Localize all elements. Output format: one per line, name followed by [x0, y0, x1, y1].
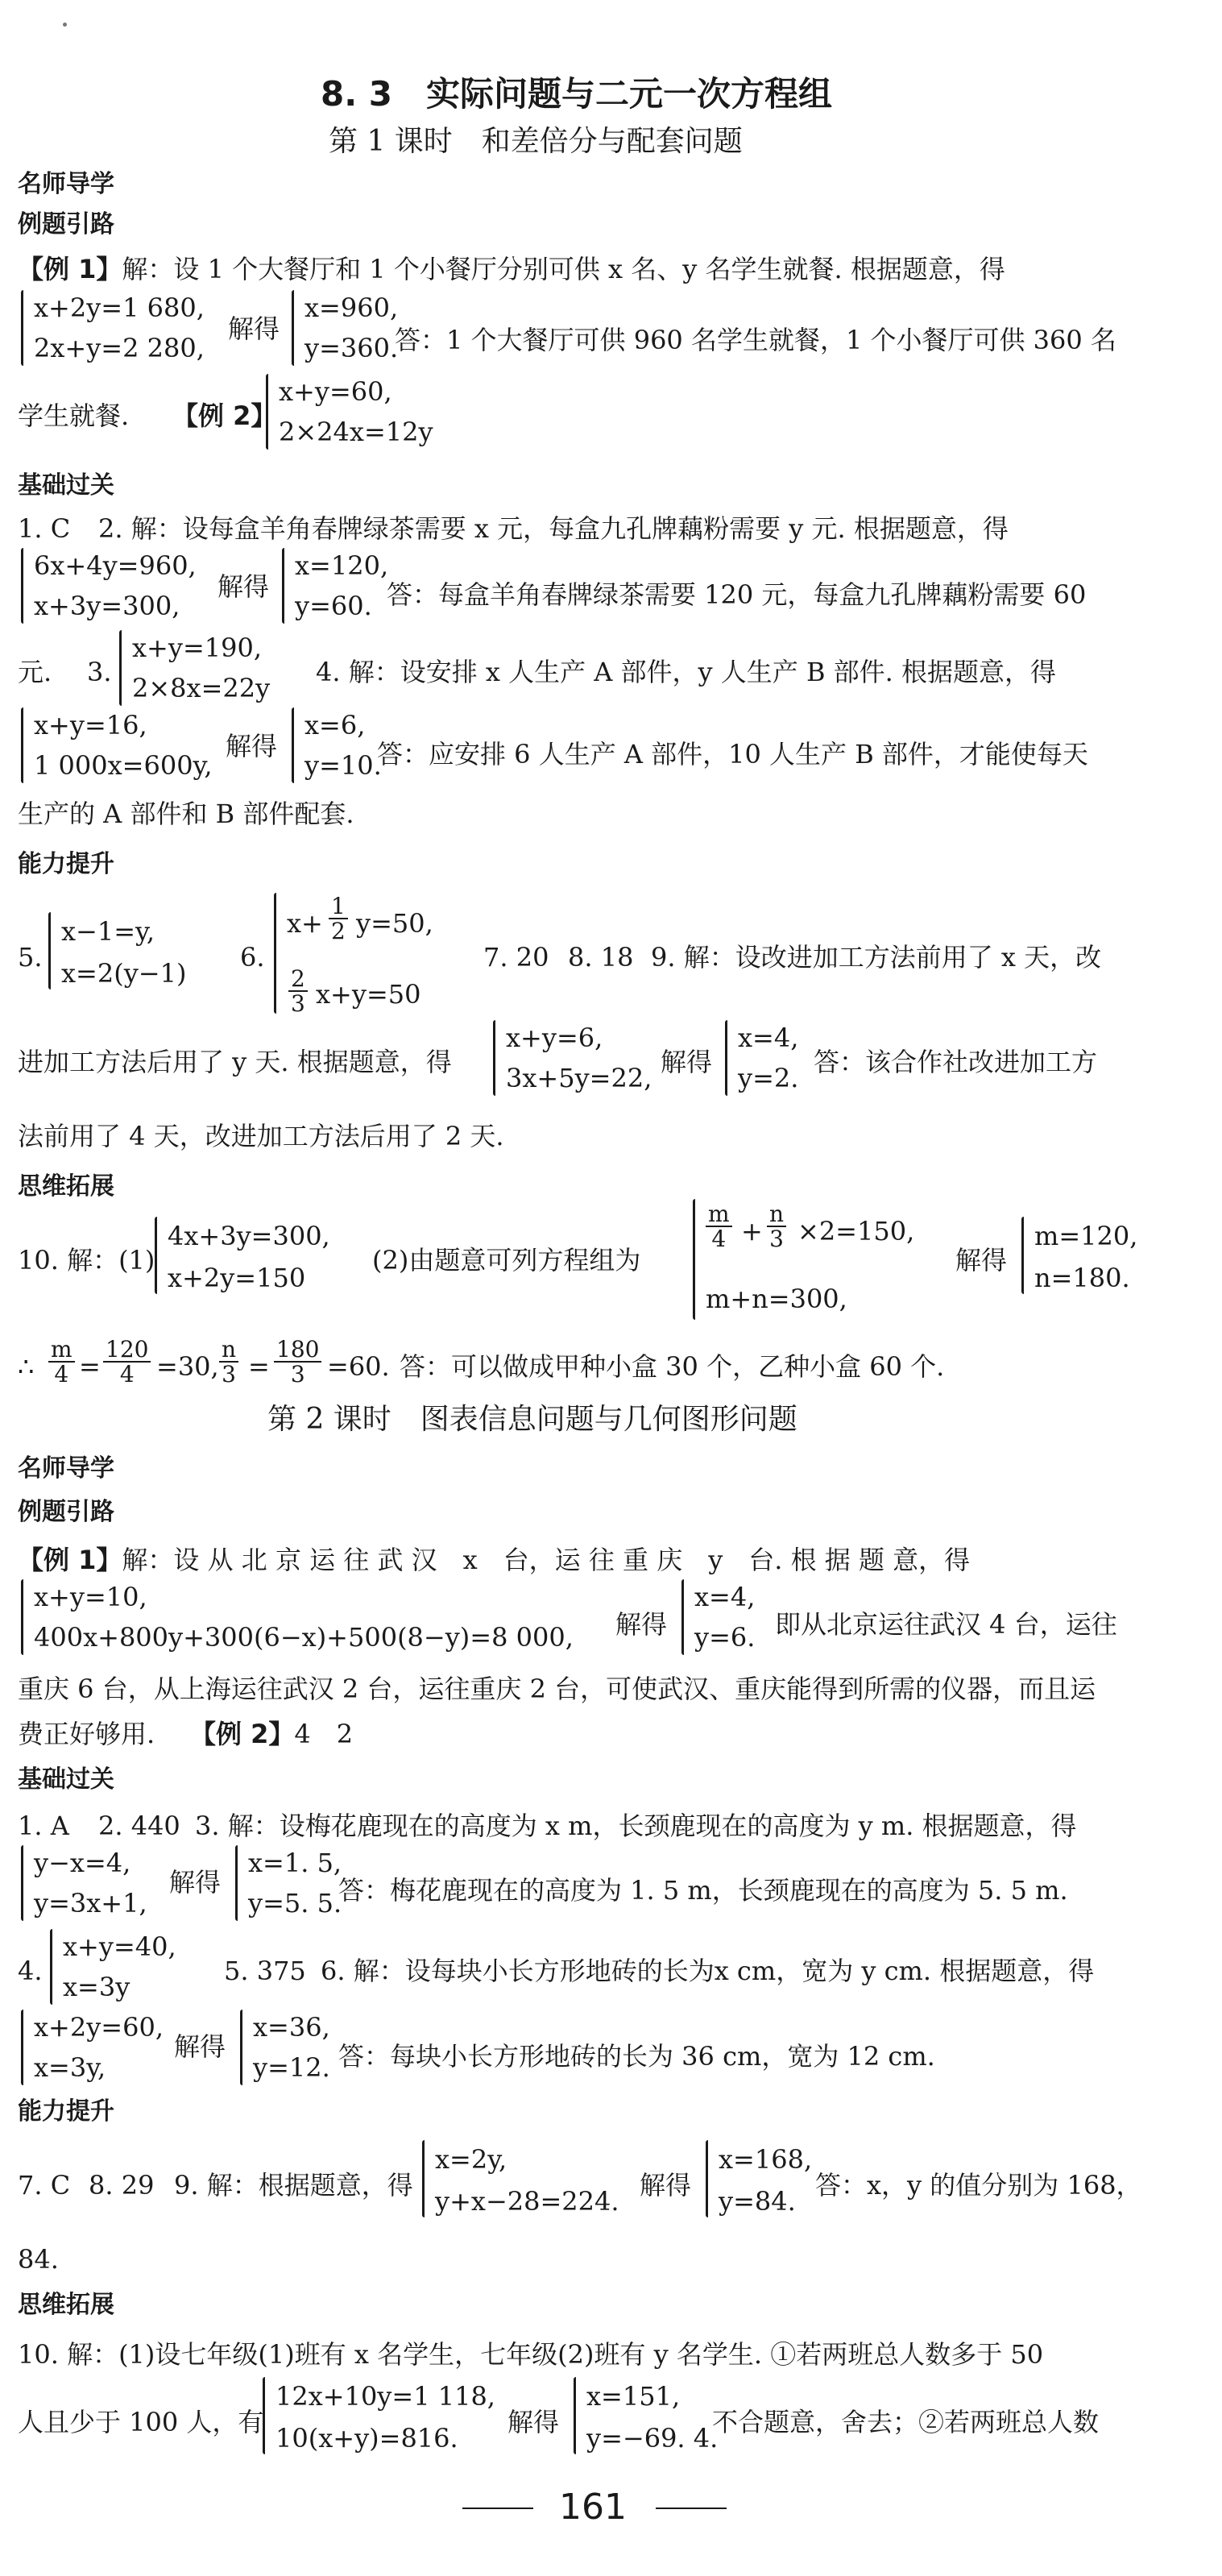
l1-d10-plus: +	[741, 1216, 763, 1247]
l2-b3-jiede: 解得	[169, 1867, 222, 1898]
ex1-jiede: 解得	[228, 313, 280, 344]
l1-d10-answer: 答：可以做成甲种小盒 30 个，乙种小盒 60 个.	[400, 1351, 945, 1382]
l1-c9-line2: 进加工方法后用了 y 天. 根据题意，得	[18, 1047, 452, 1077]
l1-c9-answer: 答：该合作社改进加工方	[814, 1047, 1098, 1077]
l2-d10-line2: 人且少于 100 人，有	[18, 2407, 264, 2437]
l1-d10-m4: $\frac{m}{4}$	[706, 1202, 732, 1251]
l2-b3-sol2: y=5. 5.	[248, 1888, 342, 1919]
l1-d10-eq1: 4x+3y=300,	[168, 1221, 330, 1251]
l2-b3: 3. 解：设梅花鹿现在的高度为 x m，长颈鹿现在的高度为 y m. 根据题意，得	[195, 1811, 1077, 1841]
l1-b4-sol1: x=6,	[304, 710, 366, 740]
l1-c9: 9. 解：设改进加工方法前用了 x 天，改	[651, 942, 1102, 973]
l2-d10-eq1: 12x+10y=1 118,	[275, 2381, 495, 2412]
l1-eq-b: =	[248, 1351, 270, 1382]
l1-d10-sol1: m=120,	[1034, 1221, 1138, 1251]
l1-b2-sol-brace	[282, 548, 284, 624]
l2-ex2: 【例 2】4 2	[190, 1719, 354, 1749]
heading-nengli-2: 能力提升	[18, 2097, 114, 2126]
l1-f1: $\frac{120}{4}$	[103, 1338, 151, 1387]
l2-c9-sol1: x=168,	[719, 2144, 813, 2175]
l2-b1: 1. A	[18, 1811, 69, 1841]
lesson2-title: 第 2 课时 图表信息问题与几何图形问题	[267, 1403, 797, 1436]
l1-c9-eq1: x+y=6,	[506, 1023, 603, 1053]
l2-d10-sol1: x=151,	[586, 2381, 681, 2412]
l1-b4-jiede: 解得	[226, 731, 278, 761]
l2-d10-answer: 不合题意，舍去；②若两班总人数	[712, 2407, 1100, 2437]
l2-ex1-line: 【例 1】解：设 从 北 京 运 往 武 汉 x 台，运 往 重 庆 y 台. 根 据 题 意，得	[18, 1545, 971, 1575]
heading-liti-2: 例题引路	[18, 1498, 114, 1526]
l1-c9-jiede: 解得	[661, 1047, 713, 1077]
ex1-eq1: x+2y=1 680,	[34, 292, 205, 323]
section-title: 8. 3 实际问题与二元一次方程组	[321, 74, 833, 114]
l2-b5: 5. 375	[224, 1956, 306, 1986]
ex1-brace	[21, 290, 23, 366]
l2-d10-eq2: 10(x+y)=816.	[275, 2423, 458, 2454]
l1-b4: 4. 解：设安排 x 人生产 A 部件，y 人生产 B 部件. 根据题意，得	[316, 657, 1057, 687]
l1-c6-b: y=50,	[356, 908, 433, 939]
l1-c6-a: x+	[287, 908, 323, 939]
l2-b4-eq2: x=3y	[63, 1972, 130, 2002]
l2-b3-sol1: x=1. 5,	[248, 1848, 342, 1878]
l1-b4-eq1: x+y=16,	[34, 710, 147, 740]
l1-b3: 3.	[87, 657, 112, 687]
l1-c5-eq2: x=2(y−1)	[61, 958, 187, 989]
ex1-eq2: 2x+y=2 280,	[34, 333, 205, 363]
l1-n3-b: $\frac{n}{3}$	[219, 1338, 238, 1387]
l1-b2-jiede: 解得	[217, 571, 270, 602]
ex1-line: 【例 1】解：设 1 个大餐厅和 1 个小餐厅分别可供 x 名、y 名学生就餐. 根据题意，得	[18, 254, 1005, 284]
l2-c8: 8. 29	[89, 2170, 155, 2201]
lesson1-title: 第 1 课时 和差倍分与配套问题	[329, 125, 743, 158]
l1-b4-answer2: 生产的 A 部件和 B 部件配套.	[18, 799, 354, 829]
l2-c9-jiede: 解得	[640, 2170, 692, 2201]
l1-b2-brace	[21, 548, 23, 624]
l2-ex1-eq2: 400x+800y+300(6−x)+500(8−y)=8 000,	[34, 1622, 574, 1653]
l2-b3-sol-brace	[235, 1845, 238, 1921]
l1-eq-a: =	[79, 1351, 101, 1382]
l2-c9: 9. 解：根据题意，得	[174, 2170, 413, 2201]
l2-d10-sol2: y=−69. 4.	[586, 2423, 719, 2454]
l2-b6-answer: 答：每块小长方形地砖的长为 36 cm，宽为 12 cm.	[338, 2041, 935, 2072]
l2-d10-brace	[263, 2377, 265, 2454]
l2-b6-sol1: x=36,	[253, 2012, 330, 2043]
l2-b3-eq2: y=3x+1,	[34, 1888, 147, 1919]
l1-b2-sol1: x=120,	[295, 550, 389, 581]
heading-mingshi-2: 名师导学	[18, 1454, 114, 1483]
heading-liti: 例题引路	[18, 210, 114, 239]
l1-d10-part2: (2)由题意可列方程组为	[372, 1245, 641, 1276]
l1-d10-n3: $\frac{n}{3}$	[767, 1202, 786, 1251]
l1-c7: 7. 20	[483, 942, 549, 973]
l1-c5: 5.	[18, 942, 43, 973]
l1-b4-sol2: y=10.	[304, 750, 382, 781]
l1-b3-brace	[119, 630, 122, 706]
l1-therefore: ∴	[18, 1351, 35, 1382]
ex2-brace	[266, 374, 268, 450]
heading-jichu-1: 基础过关	[18, 471, 114, 500]
l1-d10-eq2: x+2y=150	[168, 1263, 306, 1293]
l2-ex1-brace	[21, 1579, 23, 1655]
l1-d10-jiede: 解得	[955, 1245, 1008, 1276]
l1-b4-answer: 答：应安排 6 人生产 A 部件，10 人生产 B 部件，才能使每天	[377, 739, 1088, 769]
l1-d10-eqA-end: ×2=150,	[797, 1216, 915, 1247]
l1-d10-brace	[155, 1217, 157, 1294]
ex2-label: 【例 2】	[172, 400, 277, 431]
ex2-eq2: 2×24x=12y	[279, 417, 433, 447]
l1-c6-twothirds: $\frac{2}{3}$	[288, 967, 308, 1016]
l2-b3-brace	[21, 1845, 23, 1921]
ex2-eq1: x+y=60,	[279, 376, 392, 407]
l2-d10-jiede: 解得	[507, 2407, 560, 2437]
heading-nengli-1: 能力提升	[18, 850, 114, 878]
heading-siwei-1: 思维拓展	[18, 1172, 114, 1201]
page-number-dash-left	[462, 2508, 533, 2509]
l1-c8: 8. 18	[568, 942, 634, 973]
l1-f2: $\frac{180}{3}$	[274, 1338, 321, 1387]
l1-b4-sol-brace	[292, 707, 294, 783]
l1-b4-eq2: 1 000x=600y,	[34, 750, 213, 781]
l1-c9-sol-brace	[725, 1020, 727, 1096]
scan-speck	[63, 23, 67, 27]
l2-b6-eq1: x+2y=60,	[34, 2012, 164, 2043]
heading-siwei-2: 思维拓展	[18, 2291, 114, 2319]
l2-c9-eq1: x=2y,	[435, 2144, 507, 2175]
l2-ex1-answer3: 费正好够用.	[18, 1719, 155, 1749]
l1-c6: 6.	[240, 942, 265, 973]
ex1-answer2: 学生就餐.	[18, 400, 130, 431]
ex1-sol-brace	[292, 290, 294, 366]
l2-b2: 2. 440	[98, 1811, 180, 1841]
l2-ex1-sol1: x=4,	[694, 1582, 756, 1612]
l2-b4-brace	[50, 1929, 52, 2005]
l1-d10-brace2	[693, 1199, 695, 1320]
l2-ex1-eq1: x+y=10,	[34, 1582, 147, 1612]
ex1-sol2: y=360.	[304, 333, 399, 363]
l2-c9-answer: 答：x，y 的值分别为 168，	[815, 2170, 1142, 2201]
l1-c9-eq2: 3x+5y=22,	[506, 1063, 652, 1093]
l1-b2-answer2: 元.	[18, 657, 52, 687]
l2-b6: 6. 解：设每块小长方形地砖的长为x cm，宽为 y cm. 根据题意，得	[321, 1956, 1095, 1986]
l1-b3-eq1: x+y=190,	[132, 633, 262, 663]
l1-c9-brace	[493, 1020, 495, 1096]
l1-b3-eq2: 2×8x=22y	[132, 673, 271, 703]
l2-b6-eq2: x=3y,	[34, 2052, 106, 2083]
page-number-dash-right	[656, 2508, 727, 2509]
l1-c6-brace	[274, 893, 276, 1014]
l2-c9-eq2: y+x−28=224.	[435, 2186, 619, 2217]
l1-c6-half: $\frac{1}{2}$	[329, 894, 348, 944]
heading-jichu-2: 基础过关	[18, 1765, 114, 1794]
l2-b6-sol-brace	[240, 2010, 242, 2085]
ex1-sol1: x=960,	[304, 292, 399, 323]
l2-c9-brace	[422, 2140, 425, 2217]
l2-b3-answer: 答：梅花鹿现在的高度为 1. 5 m，长颈鹿现在的高度为 5. 5 m.	[338, 1875, 1068, 1906]
l1-eq60: =60.	[327, 1351, 390, 1382]
l1-b4-brace	[21, 707, 23, 783]
l2-ex1-jiede: 解得	[615, 1609, 668, 1640]
l1-c9-sol1: x=4,	[738, 1023, 799, 1053]
l1-b1: 1. C	[18, 513, 71, 544]
l1-d10-sol2: n=180.	[1034, 1263, 1130, 1293]
l2-ex1-sol2: y=6.	[694, 1622, 756, 1653]
heading-mingshi: 名师导学	[18, 170, 114, 198]
l1-m4-b: $\frac{m}{4}$	[48, 1338, 75, 1387]
l1-eq30: =30,	[156, 1351, 219, 1382]
ex1-answer: 答：1 个大餐厅可供 960 名学生就餐，1 个小餐厅可供 360 名	[395, 325, 1116, 355]
l2-c9-sol-brace	[706, 2140, 708, 2217]
l1-d10: 10. 解：(1)	[18, 1245, 155, 1276]
l1-d10-eqB: m+n=300,	[706, 1284, 847, 1314]
l2-ex1-answer: 即从北京运往武汉 4 台，运往	[775, 1609, 1117, 1640]
l2-b6-jiede: 解得	[174, 2031, 226, 2062]
l2-c9-answer2: 84.	[18, 2244, 59, 2275]
l1-c6-c: x+y=50	[316, 979, 421, 1010]
l1-b2-answer: 答：每盒羊角春牌绿茶需要 120 元，每盒九孔牌藕粉需要 60	[387, 579, 1087, 610]
l2-b6-sol2: y=12.	[253, 2052, 330, 2083]
l2-c7: 7. C	[18, 2170, 71, 2201]
l1-d10-sol-brace	[1021, 1217, 1024, 1294]
l1-b2: 2. 解：设每盒羊角春牌绿茶需要 x 元，每盒九孔牌藕粉需要 y 元. 根据题意，得	[98, 513, 1009, 544]
l1-c9-answer2: 法前用了 4 天，改进加工方法后用了 2 天.	[18, 1121, 504, 1151]
l2-c9-sol2: y=84.	[719, 2186, 796, 2217]
l2-b6-brace	[21, 2010, 23, 2085]
l1-b2-sol2: y=60.	[295, 591, 372, 621]
l1-b2-eq2: x+3y=300,	[34, 591, 180, 621]
l1-b2-eq1: 6x+4y=960,	[34, 550, 197, 581]
l2-d10: 10. 解：(1)设七年级(1)班有 x 名学生，七年级(2)班有 y 名学生. ①若两班总人数多于 50	[18, 2339, 1044, 2370]
l2-d10-sol-brace	[574, 2377, 576, 2454]
page-number: 161	[559, 2487, 627, 2528]
l2-ex1-answer2: 重庆 6 台，从上海运往武汉 2 台，运往重庆 2 台，可使武汉、重庆能得到所需的仪器，而且运	[18, 1674, 1096, 1704]
l1-c5-brace	[48, 912, 51, 989]
l1-c5-eq1: x−1=y,	[61, 916, 155, 947]
l2-b4-eq1: x+y=40,	[63, 1931, 176, 1962]
l2-b3-eq1: y−x=4,	[34, 1848, 131, 1878]
l2-ex1-sol-brace	[681, 1579, 684, 1655]
l2-b4: 4.	[18, 1956, 43, 1986]
l1-c9-sol2: y=2.	[738, 1063, 799, 1093]
